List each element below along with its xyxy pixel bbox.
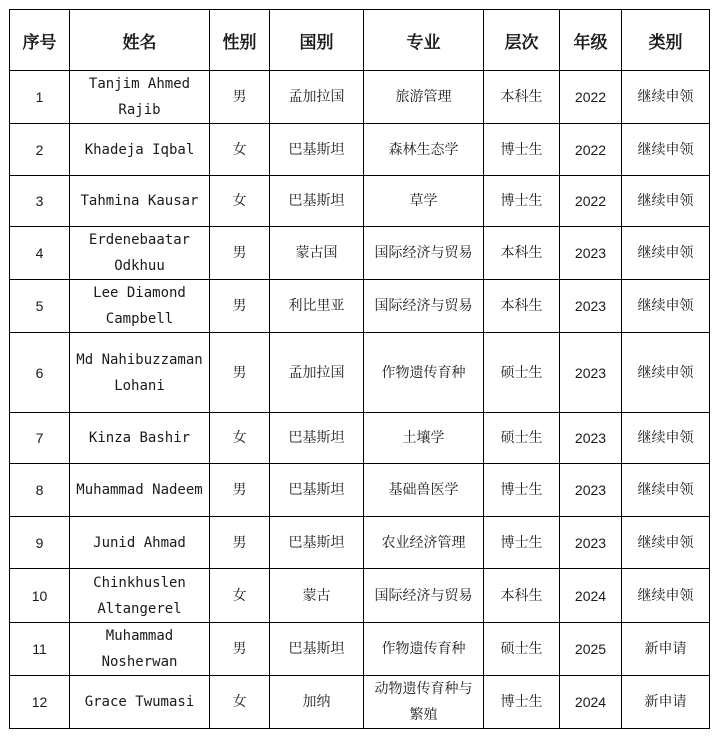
cell-grade: 2022 (560, 71, 622, 124)
cell-level: 硕士生 (484, 333, 560, 413)
cell-gender: 女 (210, 413, 270, 464)
cell-no: 9 (10, 517, 70, 569)
cell-country: 蒙古 (270, 569, 364, 623)
cell-category: 新申请 (622, 676, 710, 729)
cell-country: 加纳 (270, 676, 364, 729)
cell-gender: 男 (210, 333, 270, 413)
table-row (10, 71, 710, 124)
cell-level: 博士生 (484, 517, 560, 569)
student-roster-table (9, 9, 710, 729)
cell-level: 博士生 (484, 676, 560, 729)
header-cell-level: 层次 (484, 10, 560, 71)
cell-category: 继续申领 (622, 124, 710, 176)
cell-name: Khadeja Iqbal (70, 124, 210, 176)
cell-no: 1 (10, 71, 70, 124)
cell-level: 本科生 (484, 227, 560, 280)
cell-gender: 女 (210, 676, 270, 729)
cell-category: 新申请 (622, 623, 710, 676)
cell-major: 作物遗传育种 (364, 333, 484, 413)
table-row (10, 413, 710, 464)
cell-category: 继续申领 (622, 517, 710, 569)
cell-level: 博士生 (484, 464, 560, 517)
cell-name: Muhammad Nosherwan (70, 623, 210, 676)
cell-grade: 2022 (560, 124, 622, 176)
cell-grade: 2025 (560, 623, 622, 676)
cell-country: 蒙古国 (270, 227, 364, 280)
cell-gender: 女 (210, 124, 270, 176)
cell-major: 旅游管理 (364, 71, 484, 124)
cell-gender: 男 (210, 227, 270, 280)
cell-grade: 2024 (560, 569, 622, 623)
cell-country: 利比里亚 (270, 280, 364, 333)
cell-gender: 女 (210, 176, 270, 227)
roster-body (10, 71, 710, 729)
table-row (10, 333, 710, 413)
cell-category: 继续申领 (622, 71, 710, 124)
cell-no: 10 (10, 569, 70, 623)
cell-name: Muhammad Nadeem (70, 464, 210, 517)
cell-category: 继续申领 (622, 176, 710, 227)
cell-country: 巴基斯坦 (270, 464, 364, 517)
cell-level: 本科生 (484, 569, 560, 623)
table-row (10, 569, 710, 623)
cell-major: 农业经济管理 (364, 517, 484, 569)
cell-grade: 2022 (560, 176, 622, 227)
cell-gender: 男 (210, 517, 270, 569)
cell-country: 巴基斯坦 (270, 124, 364, 176)
cell-major: 草学 (364, 176, 484, 227)
cell-level: 博士生 (484, 176, 560, 227)
cell-grade: 2023 (560, 517, 622, 569)
header-cell-major: 专业 (364, 10, 484, 71)
table-row (10, 464, 710, 517)
cell-major: 森林生态学 (364, 124, 484, 176)
cell-name: Tahmina Kausar (70, 176, 210, 227)
cell-category: 继续申领 (622, 569, 710, 623)
cell-level: 博士生 (484, 124, 560, 176)
cell-level: 本科生 (484, 280, 560, 333)
cell-no: 4 (10, 227, 70, 280)
cell-grade: 2023 (560, 413, 622, 464)
cell-category: 继续申领 (622, 227, 710, 280)
header-cell-gender: 性别 (210, 10, 270, 71)
cell-country: 孟加拉国 (270, 333, 364, 413)
cell-name: Tanjim Ahmed Rajib (70, 71, 210, 124)
cell-grade: 2023 (560, 333, 622, 413)
cell-no: 2 (10, 124, 70, 176)
header-row (10, 10, 710, 71)
cell-major: 国际经济与贸易 (364, 280, 484, 333)
cell-major: 土壤学 (364, 413, 484, 464)
cell-grade: 2023 (560, 280, 622, 333)
cell-category: 继续申领 (622, 413, 710, 464)
cell-country: 巴基斯坦 (270, 623, 364, 676)
cell-country: 巴基斯坦 (270, 176, 364, 227)
cell-major: 动物遗传育种与繁殖 (364, 676, 484, 729)
cell-country: 孟加拉国 (270, 71, 364, 124)
table-row (10, 227, 710, 280)
cell-no: 3 (10, 176, 70, 227)
cell-grade: 2024 (560, 676, 622, 729)
cell-major: 国际经济与贸易 (364, 227, 484, 280)
cell-gender: 女 (210, 569, 270, 623)
cell-no: 11 (10, 623, 70, 676)
cell-name: Kinza Bashir (70, 413, 210, 464)
header-cell-name: 姓名 (70, 10, 210, 71)
cell-category: 继续申领 (622, 280, 710, 333)
table-row (10, 176, 710, 227)
table-row (10, 280, 710, 333)
header-cell-category: 类别 (622, 10, 710, 71)
cell-gender: 男 (210, 280, 270, 333)
cell-level: 硕士生 (484, 413, 560, 464)
cell-country: 巴基斯坦 (270, 413, 364, 464)
table-row (10, 676, 710, 729)
cell-no: 7 (10, 413, 70, 464)
cell-major: 作物遗传育种 (364, 623, 484, 676)
cell-level: 本科生 (484, 71, 560, 124)
cell-grade: 2023 (560, 227, 622, 280)
cell-no: 5 (10, 280, 70, 333)
cell-country: 巴基斯坦 (270, 517, 364, 569)
cell-category: 继续申领 (622, 464, 710, 517)
cell-name: Chinkhuslen Altangerel (70, 569, 210, 623)
cell-gender: 男 (210, 71, 270, 124)
cell-gender: 男 (210, 623, 270, 676)
cell-no: 8 (10, 464, 70, 517)
cell-name: Lee Diamond Campbell (70, 280, 210, 333)
table-row (10, 517, 710, 569)
cell-major: 基础兽医学 (364, 464, 484, 517)
table-row (10, 623, 710, 676)
cell-major: 国际经济与贸易 (364, 569, 484, 623)
cell-no: 6 (10, 333, 70, 413)
header-cell-grade: 年级 (560, 10, 622, 71)
cell-grade: 2023 (560, 464, 622, 517)
cell-name: Erdenebaatar Odkhuu (70, 227, 210, 280)
table-row (10, 124, 710, 176)
header-cell-no: 序号 (10, 10, 70, 71)
cell-level: 硕士生 (484, 623, 560, 676)
cell-name: Md Nahibuzzaman Lohani (70, 333, 210, 413)
header-cell-country: 国别 (270, 10, 364, 71)
cell-no: 12 (10, 676, 70, 729)
cell-gender: 男 (210, 464, 270, 517)
cell-category: 继续申领 (622, 333, 710, 413)
cell-name: Junid Ahmad (70, 517, 210, 569)
cell-name: Grace Twumasi (70, 676, 210, 729)
